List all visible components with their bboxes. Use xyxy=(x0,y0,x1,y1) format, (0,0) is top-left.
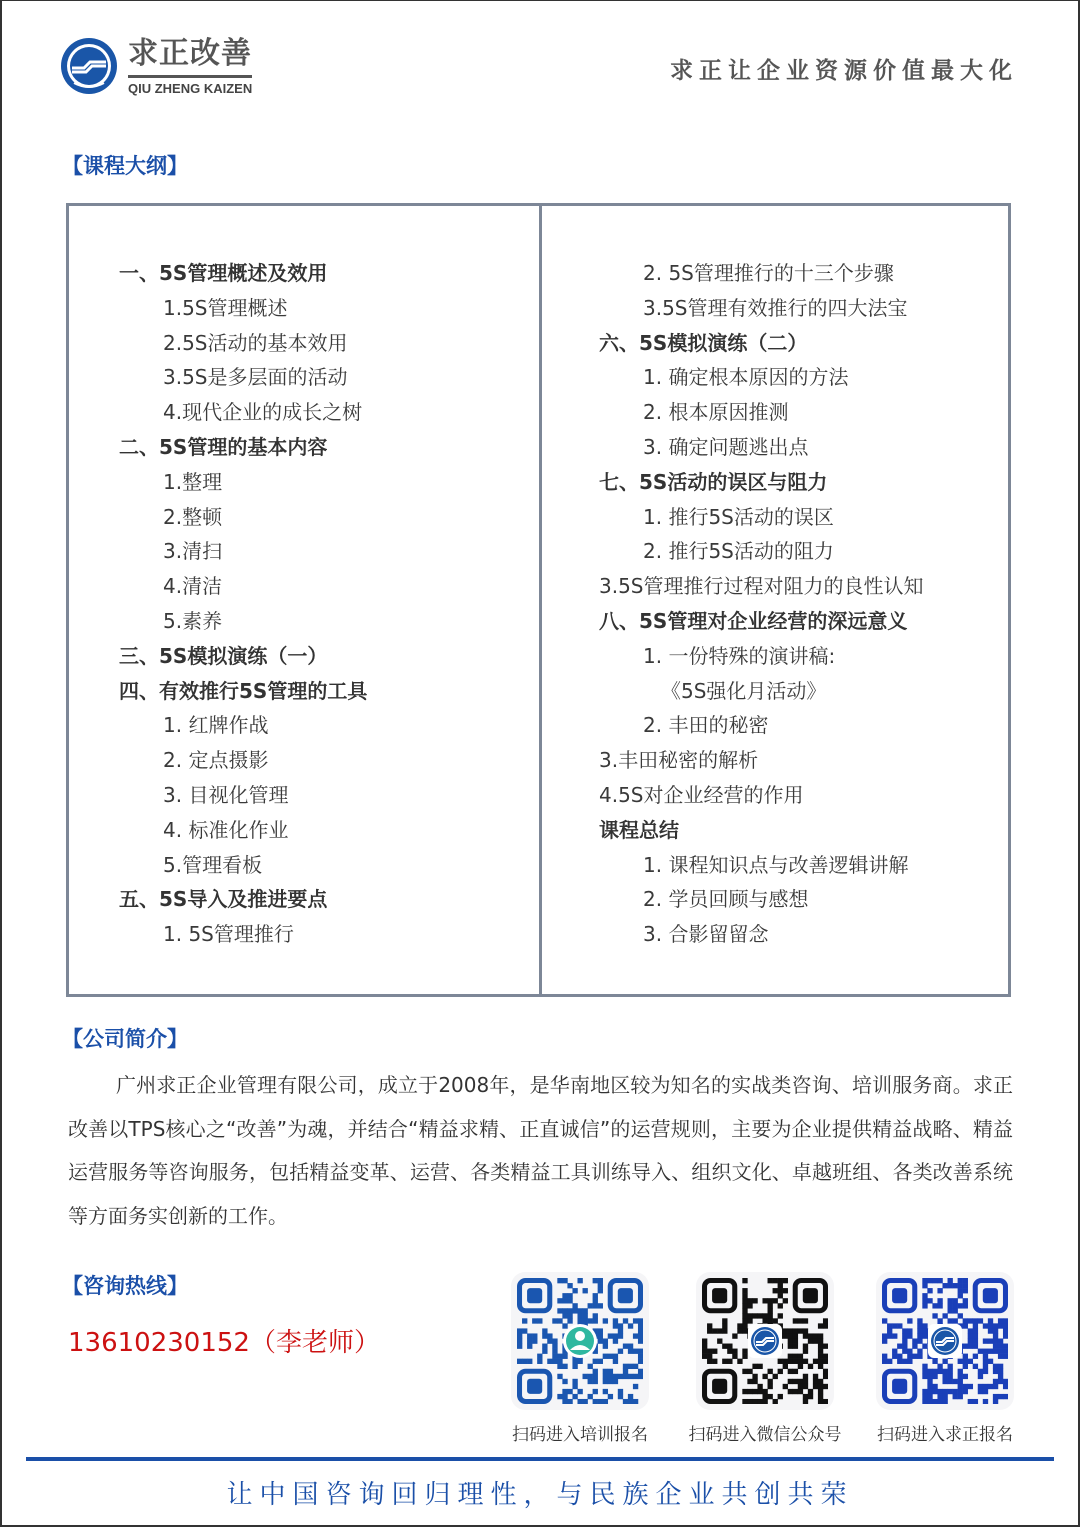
outline-list-item: 2. 根本原因推测 xyxy=(643,400,789,425)
outline-list-item: 3. 目视化管理 xyxy=(163,782,289,807)
outline-left-column xyxy=(119,256,367,952)
qr-wechat-account[interactable] xyxy=(680,1272,850,1445)
qr-code-icon xyxy=(702,1278,828,1404)
outline-list-item: 5.素养 xyxy=(163,608,223,633)
header xyxy=(60,34,252,98)
outline-list-item: 4.清洁 xyxy=(163,574,223,599)
outline-list-item: 4. 标准化作业 xyxy=(163,817,289,842)
qr-code[interactable] xyxy=(511,1272,649,1410)
outline-list-item: 1.整理 xyxy=(163,469,223,494)
outline-list-item: 《5S强化月活动》 xyxy=(661,678,827,703)
outline-title: 【课程大纲】 xyxy=(62,154,188,178)
outline-list-item: 3. 确定问题逃出点 xyxy=(643,434,809,459)
outline-list-item: 2. 5S管理推行的十三个步骤 xyxy=(643,261,894,285)
outline-section-heading: 一、5S管理概述及效用 xyxy=(119,261,328,285)
outline-list-item: 3.5S管理有效推行的四大法宝 xyxy=(643,295,908,320)
outline-list-item: 1. 课程知识点与改善逻辑讲解 xyxy=(643,852,909,877)
outline-right-column xyxy=(599,256,924,952)
outline-list-item: 2.整顿 xyxy=(163,504,223,529)
column-divider xyxy=(539,206,542,994)
outline-list-item: 2.5S活动的基本效用 xyxy=(163,330,348,355)
company-title: 【公司简介】 xyxy=(62,1027,188,1051)
qr-caption: 扫码进入微信公众号 xyxy=(688,1425,842,1445)
qr-code-icon xyxy=(882,1278,1008,1404)
outline-list-item: 4.现代企业的成长之树 xyxy=(163,400,363,425)
outline-list-item: 1. 推行5S活动的误区 xyxy=(643,504,834,529)
outline-section-heading: 六、5S模拟演练（二） xyxy=(599,330,808,355)
outline-section-heading: 七、5S活动的误区与阻力 xyxy=(599,469,828,494)
qr-code[interactable] xyxy=(696,1272,834,1410)
logo-english: QIU ZHENG KAIZEN xyxy=(128,80,253,96)
company-emblem-icon xyxy=(60,37,118,95)
outline-list-item: 2. 推行5S活动的阻力 xyxy=(643,539,834,564)
outline-section-heading: 五、5S导入及推进要点 xyxy=(119,887,328,912)
outline-box xyxy=(66,203,1011,997)
logo-text xyxy=(128,37,252,96)
outline-list-item: 3.5S是多层面的活动 xyxy=(163,365,348,390)
qr-training-signup[interactable] xyxy=(495,1272,665,1445)
outline-list-item: 3.5S管理推行过程对阻力的良性认知 xyxy=(599,574,924,599)
footer-divider xyxy=(26,1457,1054,1461)
qr-code[interactable] xyxy=(876,1272,1014,1410)
contact-title: 【咨询热线】 xyxy=(62,1274,188,1298)
outline-list-item: 1. 确定根本原因的方法 xyxy=(643,365,849,390)
outline-list-item: 1. 5S管理推行 xyxy=(163,922,294,947)
outline-section-heading: 课程总结 xyxy=(599,817,679,842)
outline-section-heading: 四、有效推行5S管理的工具 xyxy=(119,678,368,703)
outline-list-item: 1.5S管理概述 xyxy=(163,295,288,320)
outline-list-item: 3.丰田秘密的解析 xyxy=(599,748,759,773)
outline-list-item: 3. 合影留留念 xyxy=(643,922,769,947)
qr-qiuzheng-signup[interactable] xyxy=(860,1272,1030,1445)
outline-list-item: 2. 丰田的秘密 xyxy=(643,713,769,738)
company-intro: 广州求正企业管理有限公司，成立于2008年，是华南地区较为知名的实战类咨询、培训服务商。求正改善以TPS核心之“改善”为魂，并结合“精益求精、正直诚信”的运营规则，主要为企业提供精益战略、精益运营服务等咨询服务，包括精益变革、运营、各类精益工具训练导入、组织文化、卓越班组、各类改善系统等方面务实创新的工作。 xyxy=(68,1073,1013,1228)
outline-section-heading: 二、5S管理的基本内容 xyxy=(119,434,328,459)
hotline-number[interactable]: 13610230152（李老师） xyxy=(68,1328,380,1358)
qr-caption: 扫码进入培训报名 xyxy=(512,1425,648,1445)
outline-list-item: 5.管理看板 xyxy=(163,852,263,877)
outline-list-item: 1. 一份特殊的演讲稿: xyxy=(643,643,836,668)
logo-chinese: 求正改善 xyxy=(128,37,252,78)
outline-list-item: 1. 红牌作战 xyxy=(163,713,269,738)
footer-slogan: 让中国咨询回归理性，与民族企业共创共荣 xyxy=(226,1480,854,1510)
outline-list-item: 3.清扫 xyxy=(163,539,223,564)
outline-section-heading: 八、5S管理对企业经营的深远意义 xyxy=(599,608,908,633)
outline-list-item: 4.5S对企业经营的作用 xyxy=(599,782,804,807)
qr-code-icon xyxy=(517,1278,643,1404)
header-slogan: 求正让企业资源价值最大化 xyxy=(670,58,1018,84)
outline-section-heading: 三、5S模拟演练（一） xyxy=(119,643,328,668)
outline-list-item: 2. 定点摄影 xyxy=(163,748,269,773)
qr-caption: 扫码进入求正报名 xyxy=(877,1425,1013,1445)
outline-list-item: 2. 学员回顾与感想 xyxy=(643,887,809,912)
